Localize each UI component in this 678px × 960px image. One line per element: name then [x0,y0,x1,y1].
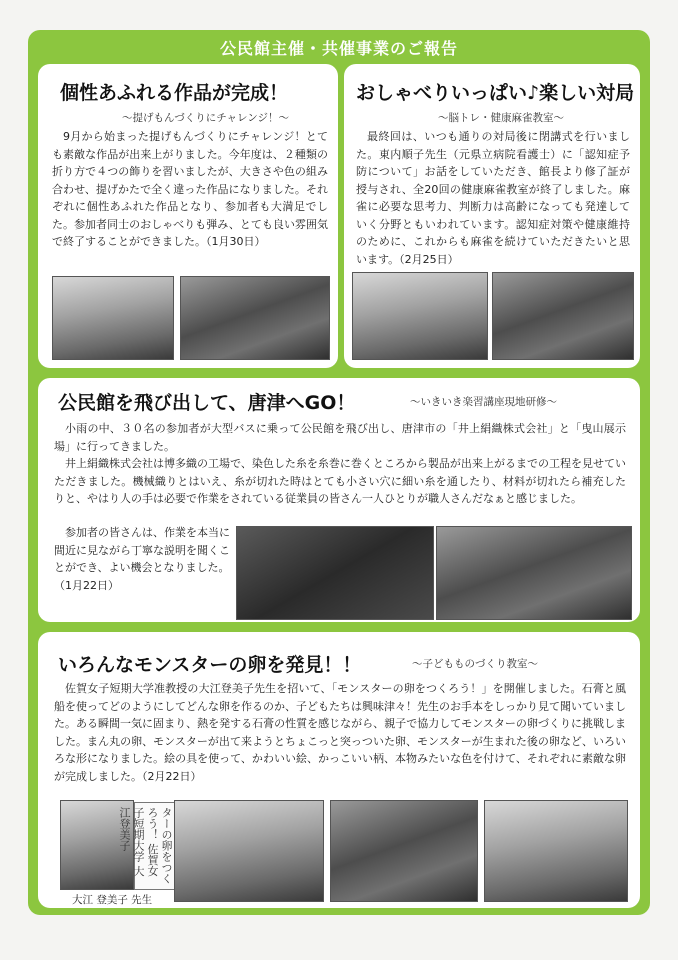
section-karatsu-trip [38,378,640,622]
photo-sagemon-crafts [52,276,174,360]
section-subtitle: ～脳トレ・健康麻雀教室～ [438,112,564,124]
section-title: 公民館を飛び出して、唐津へGO！ [58,392,356,414]
section-subtitle: ～いきいき楽習講座現地研修～ [410,396,557,408]
photo-weaving-factory [236,526,434,620]
section-body: 佐賀女子短期大学准教授の大江登美子先生を招いて、「モンスターの卵をつくろう！」を開催しました。石膏と風船を使ってどのようにしてどんな卵を作るのか、子どもたちは興味津々！先生のお手本をしっかり見て聞いていました。ある瞬間一気に固まり、熱を発する石膏の性質を感じながら、親子で協力してモンスターの卵づくりに挑戦しました。まん丸の卵、モンスターが出て来ようとちょこっと突っついた卵、モンスターが生まれた後の卵など、いろいろな形になりました。絵の具を使って、かわいい絵、かっこいい柄、本物みたいな色を付けて、それぞれに素敵な卵が完成しました。（2月22日） [54,682,626,783]
section-subtitle: ～子どもものづくり教室～ [412,658,538,670]
paragraph: 小雨の中、３０名の参加者が大型バスに乗って公民館を飛び出し、唐津市の「井上絹織株式会社」と「曳山展示場」に行ってきました。 [54,422,626,453]
event-sign: ターの卵をつくろう！ 佐賀女子短期大学 大江登美子 [134,802,176,890]
photo-hikiyama-float [436,526,632,620]
photo-children-eggs [330,800,478,902]
section-subtitle: ～提げもんづくりにチャレンジ！～ [122,112,289,124]
section-title: おしゃべりいっぱい♪楽しい対局 [356,82,635,104]
section-title: いろんなモンスターの卵を発見！！ [58,654,362,676]
photo-mahjong-class [352,272,488,360]
section-monster-eggs [38,632,640,908]
paragraph: 井上絹織株式会社は博多織の工場で、染色した糸を糸巻に巻くところから製品が出来上がるまでの工程を見せていただきました。機械織りとはいえ、糸が切れた時はとても小さい穴に細い糸を通したり、材料が切れたら補充したりと、やはり人の手は必要で作業をされている従業員の皆さん一人ひとりが職人さんだなぁと感じました。 [54,457,626,505]
report-page [28,30,650,915]
section-handicraft [38,64,338,368]
paragraph: 参加者の皆さんは、作業を本当に間近に見ながら丁寧な説明を聞くことができ、よい機会となりました。 [54,526,230,574]
section-body-closing [54,524,230,594]
photo-finished-eggs [484,800,628,902]
section-mahjong [344,64,640,368]
photo-children-plaster [174,800,324,902]
section-body: 最終回は、いつも通りの対局後に閉講式を行いました。東内順子先生（元県立病院看護士）に「認知症予防について」お話をしていただき、館長より修了証が授与され、全20回の健康麻雀教室が終了しました。麻雀に必要な思考力、判断力は高齢になっても発達していく分野ともいわれています。認知症対策や健康維持のために、これからも麻雀を続けていただきたいと思います。（2月25日） [356,130,630,266]
teacher-caption: 大江 登美子 先生 [72,894,153,906]
section-title: 個性あふれる作品が完成！ [60,82,289,104]
photo-mahjong-group [492,272,634,360]
page-title: 公民館主催・共催事業のご報告 [219,39,459,58]
section-body: 9月から始まった提げもんづくりにチャレンジ！とても素敵な作品が出来上がりました。今年度は、２種類の折り方で４つの飾りを習いましたが、大きさや色の組み合わせ、提げかたで全く違った作品になりました。それぞれに個性あふれた作品となり、参加者も大満足でした。参加者同士のおしゃべりも弾み、とても良い雰囲気で終了することができました。（1月30日） [52,130,328,248]
date: （1月22日） [54,578,119,592]
section-body-intro [54,420,626,508]
photo-handicraft-group [180,276,330,360]
